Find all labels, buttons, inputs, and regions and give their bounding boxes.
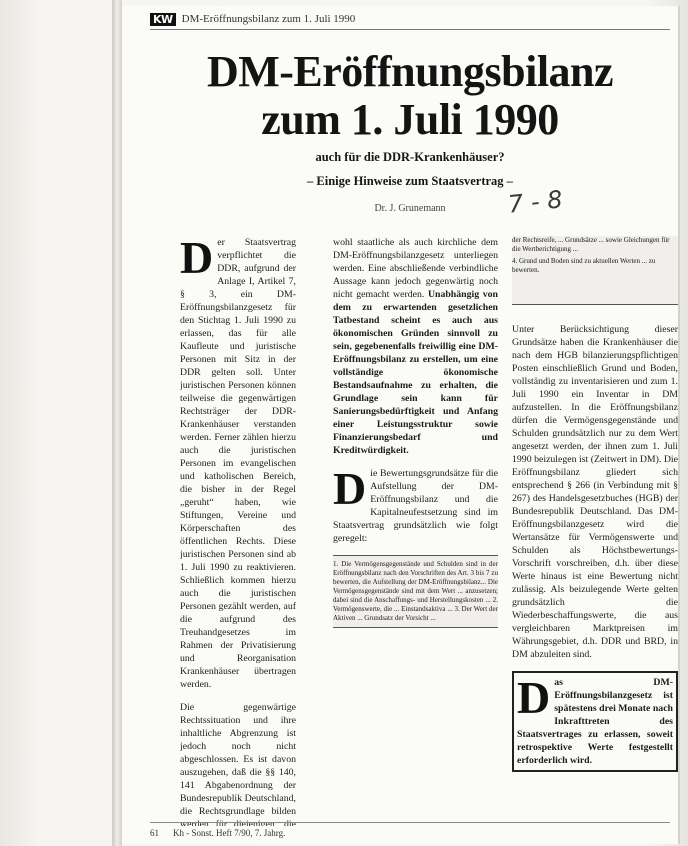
dropcap: D xyxy=(180,236,214,283)
paragraph: Die gegenwärtige Rechtssituation und ihre inhaltliche Abgrenzung ist jedoch noch nicht abgeschlossen. Es ist davon auszugehen, daß die §§ 140, 141 Abgabenordnung der Bundesrepublik Deutschland, die Rechtsgrundlage bilden xyxy=(180,702,296,817)
dropcap: D xyxy=(517,672,551,723)
paragraph: er Staatsvertrag verpflichtet die DDR, aufgrund der Anlage I, Artikel 7, § 3, ein DM-Eröffnungsbilanzgesetz für den Stichtag 1. Juli 1990 zu erlassen, das für alle Kaufleute und juristische Personen mit Sitz in der DDR gelten soll. Unter juristischen Personen können teilweise die gegenwärtigen Rechtsträger der DDR-Krankenhäuser verstanden werden. Ferner zählen hierzu auch die juristischen Personen im evangelischen und katholischen Bereich, die bisher in der Regel „geruht“ haben, wie Stiftungen, Vereine und Körperschaften des öffentlichen Rechts. Diese juristischen Personen sind ab 1. Juli 1990 zu reaktivieren. Schließlich kommen hierzu auch die juristischen Personen gezählt werden, auf die aufgrund des Treuhandgesetzes im Rahmen der Privatisierung und Reorganisation Krankenhäuser übertragen werden. xyxy=(180,237,296,690)
article-subtitle-2: – Einige Hinweise zum Staatsvertrag – xyxy=(307,174,513,188)
dropcap: D xyxy=(333,463,367,514)
paragraph: wohl staatliche als auch kirchliche dem DM-Eröffnungsbilanzgesetz unterliegen werden. Eine abschließende verbindliche Aussage kann jedoch gegenwärtig noch nicht gemacht werden. xyxy=(333,237,498,300)
article-title-line1: DM-Eröffnungsbilanz xyxy=(206,47,614,96)
journal-source: Kh - Sonst. Heft 7/90, 7. Jahrg. xyxy=(173,828,286,838)
header-rule xyxy=(150,29,670,30)
text-column-1 xyxy=(180,236,296,826)
article-subtitle: auch für die DDR-Krankenhäuser? xyxy=(315,150,505,164)
paragraph: Unter Berücksichtigung dieser Grundsätze haben die Krankenhäuser die nach dem HGB bilanzierungspflichtigen Posten einschließlich Grund und Boden, vollständig zu inventarisieren und zum 1. Juli 1990 ein Inventar in DM aufzustellen. In die Eröffnungsbilanz dürfen die Vermögensgegenstände und Schulden grundsätzlich nur zu dem Wert angesetzt werden, der ihnen zum 1. Juli 1990 beizulegen ist (Zeitwert in DM). Die Eröffnungsbilanz gliedert sich entsprechend § 266 (in Verbindung mit § 267) des Handelsgesetzbuches (HGB) der Bundesrepublik Deutschland. Das DM-Eröffnungsbilanzgesetz wird die Wertansätze für Vermögenswerte und Schulden als Höchstbewertungs-Vorschrift vorschreiben, d.h. über diese Werte hinaus ist eine Bewertung nicht zulässig. Als beizulegende Werte gelten grundsätzlich die Wiederbeschaffungswerte, die aus vergleichbaren Marktpreisen im Währungsgebiet, d.h. DDR und BRD, in DM abzuleiten sind. xyxy=(512,324,678,660)
text-column-3 xyxy=(512,323,678,823)
principles-text: der Rechtsreife, ... Grundsätze ... sowie Gleichungen für die Wertberichtigung ... xyxy=(512,236,670,253)
text-column-2 xyxy=(333,236,498,826)
paragraph: as DM-Eröffnungsbilanzgesetz ist spätestens drei Monate nach Inkrafttreten des Staatsvertrages zu erlassen, soweit retrospektive Werte festgestellt erforderlich wird. xyxy=(517,677,673,766)
valuation-principles-box xyxy=(333,555,498,628)
page-footer xyxy=(150,828,285,838)
paragraph-emphasis: Unabhängig von dem zu erwartenden gesetzlichen Tatbestand scheint es auch aus ökonomischen Gründen sinnvoll zu sein, gegebenenfalls freiwillig eine DM-Eröffnungsbilanz zu erstellen, um eine vollständige ökonomische Bestandsaufnahme zu erhalten, die Grundlage sein kann für Sanierungsbedürftigkeit und Anfang einer Leistungsstruktur sowie Finanzierungsbedarf und Kreditwürdigkeit. xyxy=(333,289,498,456)
handwritten-note: 7 - 8 xyxy=(506,185,564,219)
highlight-box xyxy=(512,671,678,772)
running-header xyxy=(150,10,355,28)
running-title: DM-Eröffnungsbilanz zum 1. Juli 1990 xyxy=(181,13,356,25)
article-author: Dr. J. Grunemann xyxy=(374,203,446,214)
paragraph: ie Bewertungsgrundsätze für die Aufstellung der DM-Eröffnungsbilanz und die Kapitalneufestsetzung sind im Staatsvertrag grundsätzlich wie folgt geregelt: xyxy=(333,468,498,544)
journal-logo: KW xyxy=(150,13,176,26)
principles-text: 1. Die Vermögensgegenstände und Schulden sind in der Eröffnungsbilanz nach den Vorschriften des Art. 3 bis 7 zu bewerten, die Aufstellung der DM-Eröffnungsbilanz... Die Vermögensgegenstände sind mit dem Wert ... anzusetzen; dabei sind die Anschaffungs- und Herstellungskosten ... 2. Vermögenswerte, die ... Einstandsaktiva ... 3. Der Wert der Aktiven ... Grundsatz der Vorsicht ... xyxy=(333,560,498,622)
page-number: 61 xyxy=(150,828,159,838)
binding-gutter xyxy=(112,0,122,846)
principles-text: 4. Grund und Boden sind zu aktuellen Werten ... zu bewerten. xyxy=(512,257,656,274)
principles-continued-box xyxy=(512,236,678,305)
article-title-line2: zum 1. Juli 1990 xyxy=(261,95,559,144)
footer-rule xyxy=(150,822,670,823)
